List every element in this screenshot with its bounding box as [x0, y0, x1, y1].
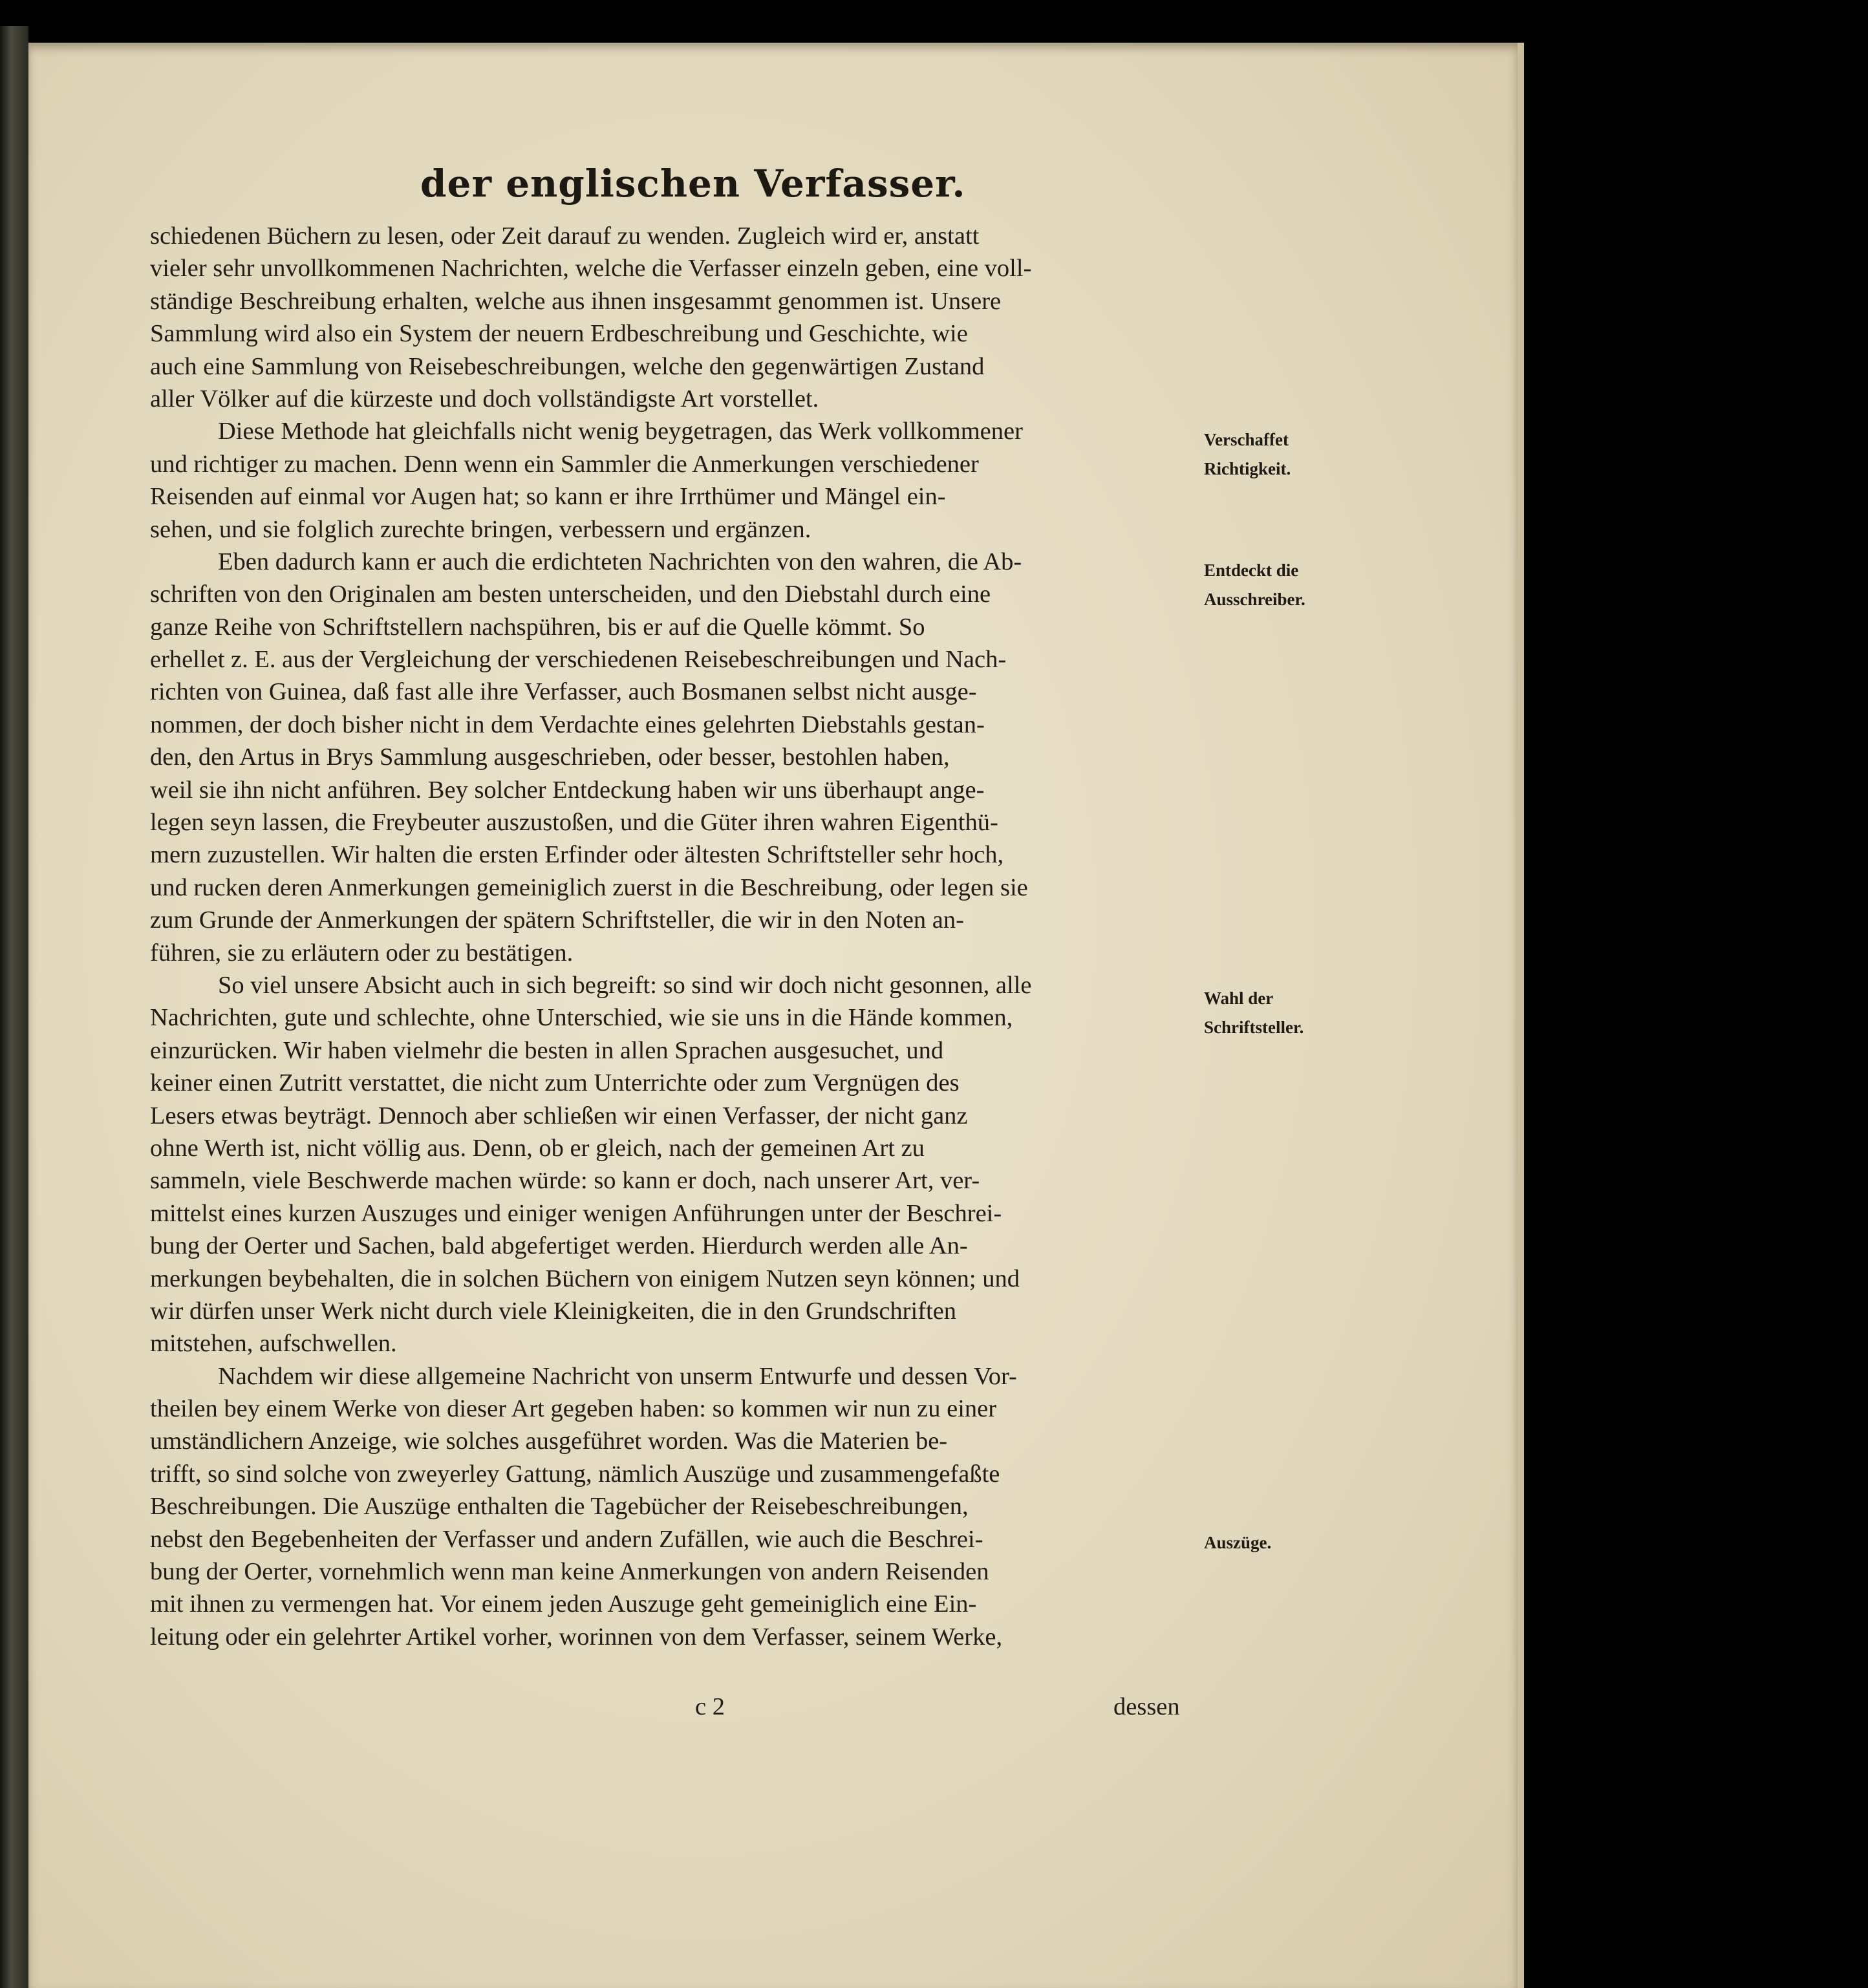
signature-mark: c 2 — [695, 1693, 725, 1720]
margin-note-line: Richtigkeit. — [1204, 459, 1291, 478]
text-line: legen seyn lassen, die Freybeuter auszustoßen, und die Güter ihren wahren Eigenthü- — [150, 809, 998, 837]
text-line: theilen bey einem Werke von dieser Art gegeben haben: so kommen wir nun zu einer — [150, 1395, 997, 1423]
book-spine-edge — [0, 26, 28, 1988]
text-line: Diese Methode hat gleichfalls nicht wenig beygetragen, das Werk vollkommener — [218, 418, 1023, 445]
text-line: mit ihnen zu vermengen hat. Vor einem jeden Auszuge geht gemeiniglich eine Ein- — [150, 1590, 977, 1618]
text-line: vieler sehr unvollkommenen Nachrichten, welche die Verfasser einzeln geben, eine voll- — [150, 255, 1032, 283]
text-line: richten von Guinea, daß fast alle ihre Verfasser, auch Bosmanen selbst nicht ausge- — [150, 678, 977, 706]
text-line: keiner einen Zutritt verstattet, die nicht zum Unterrichte oder zum Vergnügen des — [150, 1069, 960, 1097]
text-line: merkungen beybehalten, die in solchen Büchern von einigem Nutzen seyn können; und — [150, 1265, 1020, 1292]
text-line: Beschreibungen. Die Auszüge enthalten die Tagebücher der Reisebeschreibungen, — [150, 1493, 969, 1521]
text-line: nebst den Begebenheiten der Verfasser und andern Zufällen, wie auch die Beschrei- — [150, 1525, 983, 1553]
text-line: mitstehen, aufschwellen. — [150, 1330, 397, 1358]
body-text — [150, 220, 1191, 1686]
text-line: Nachdem wir diese allgemeine Nachricht von unserm Entwurfe und dessen Vor- — [218, 1362, 1017, 1390]
text-line: sammeln, viele Beschwerde machen würde: so kann er doch, nach unserer Art, ver- — [150, 1167, 980, 1195]
text-line: den, den Artus in Brys Sammlung ausgeschrieben, oder besser, bestohlen haben, — [150, 743, 950, 771]
text-line: ohne Werth ist, nicht völlig aus. Denn, ob er gleich, nach der gemeinen Art zu — [150, 1134, 925, 1162]
text-line: leitung oder ein gelehrter Artikel vorher, worinnen von dem Verfasser, seinem Werke, — [150, 1623, 1003, 1651]
text-line — [150, 1653, 1191, 1685]
margin-note-line: Schriftsteller. — [1204, 1018, 1304, 1037]
text-line: führen, sie zu erläutern oder zu bestätigen. — [150, 939, 574, 967]
margin-note — [1204, 425, 1359, 484]
margin-note-line: Wahl der — [1204, 989, 1274, 1008]
text-line: sehen, und sie folglich zurechte bringen, verbessern und ergänzen. — [150, 515, 811, 543]
margin-note — [1204, 984, 1359, 1042]
text-line: erhellet z. E. aus der Vergleichung der verschiedenen Reisebeschreibungen und Nach- — [150, 646, 1007, 674]
text-line: Sammlung wird also ein System der neuern Erdbeschreibung und Geschichte, wie — [150, 320, 968, 348]
text-line: ständige Beschreibung erhalten, welche aus ihnen insgesammt genommen ist. Unsere — [150, 287, 1002, 315]
text-line: bung der Oerter und Sachen, bald abgefertiget werden. Hierdurch werden alle An- — [150, 1232, 968, 1260]
text-line: nommen, der doch bisher nicht in dem Verdachte eines gelehrten Diebstahls gestan- — [150, 711, 985, 738]
text-line: weil sie ihn nicht anführen. Bey solcher Entdeckung haben wir uns überhaupt ange- — [150, 776, 985, 804]
text-line: Eben dadurch kann er auch die erdichteten Nachrichten von den wahren, die Ab- — [218, 548, 1022, 575]
margin-note-line: Verschaffet — [1204, 430, 1289, 449]
text-line: schiedenen Büchern zu lesen, oder Zeit darauf zu wenden. Zugleich wird er, anstatt — [150, 222, 980, 250]
text-line: So viel unsere Absicht auch in sich begreift: so sind wir doch nicht gesonnen, alle — [218, 971, 1032, 999]
margin-note-line: Entdeckt die — [1204, 561, 1299, 580]
text-line: Lesers etwas beyträgt. Dennoch aber schließen wir einen Verfasser, der nicht ganz — [150, 1102, 968, 1129]
margin-note — [1204, 556, 1359, 614]
text-line: einzurücken. Wir haben vielmehr die besten in allen Sprachen ausgesuchet, und — [150, 1036, 944, 1064]
text-line: ganze Reihe von Schriftstellern nachspühren, bis er auf die Quelle kömmt. So — [150, 613, 925, 641]
text-line: schriften von den Originalen am besten unterscheiden, und den Diebstahl durch eine — [150, 581, 991, 608]
margin-note-line: Auszüge. — [1204, 1533, 1272, 1552]
text-line: umständlichern Anzeige, wie solches ausgeführet worden. Was die Materien be- — [150, 1427, 948, 1455]
text-line: bung der Oerter, vornehmlich wenn man keine Anmerkungen von andern Reisenden — [150, 1558, 989, 1586]
margin-note — [1204, 1528, 1359, 1557]
text-line: wir dürfen unser Werk nicht durch viele Kleinigkeiten, die in den Grundschriften — [150, 1297, 957, 1325]
running-header: der englischen Verfasser. — [420, 162, 966, 206]
text-line: und richtiger zu machen. Denn wenn ein Sammler die Anmerkungen verschiedener — [150, 450, 979, 478]
catchword: dessen — [1113, 1693, 1180, 1720]
text-line: zum Grunde der Anmerkungen der spätern Schriftsteller, die wir in den Noten an- — [150, 906, 964, 934]
text-line: Nachrichten, gute und schlechte, ohne Unterschied, wie sie uns in die Hände kommen, — [150, 1004, 1013, 1032]
text-line: trifft, so sind solche von zweyerley Gattung, nämlich Auszüge und zusammengefaßte — [150, 1460, 1000, 1488]
text-line: mittelst eines kurzen Auszuges und einiger wenigen Anführungen unter der Beschrei- — [150, 1199, 1002, 1227]
text-line: mern zuzustellen. Wir halten die ersten Erfinder oder ältesten Schriftsteller sehr hoch, — [150, 841, 1004, 869]
text-line: und rucken deren Anmerkungen gemeiniglich zuerst in die Beschreibung, oder legen sie — [150, 873, 1028, 901]
text-line: aller Völker auf die kürzeste und doch vollständigste Art vorstellet. — [150, 385, 819, 412]
margin-note-line: Ausschreiber. — [1204, 590, 1305, 609]
text-line: auch eine Sammlung von Reisebeschreibungen, welche den gegenwärtigen Zustand — [150, 352, 985, 380]
text-line: Reisenden auf einmal vor Augen hat; so kann er ihre Irrthümer und Mängel ein- — [150, 483, 946, 511]
